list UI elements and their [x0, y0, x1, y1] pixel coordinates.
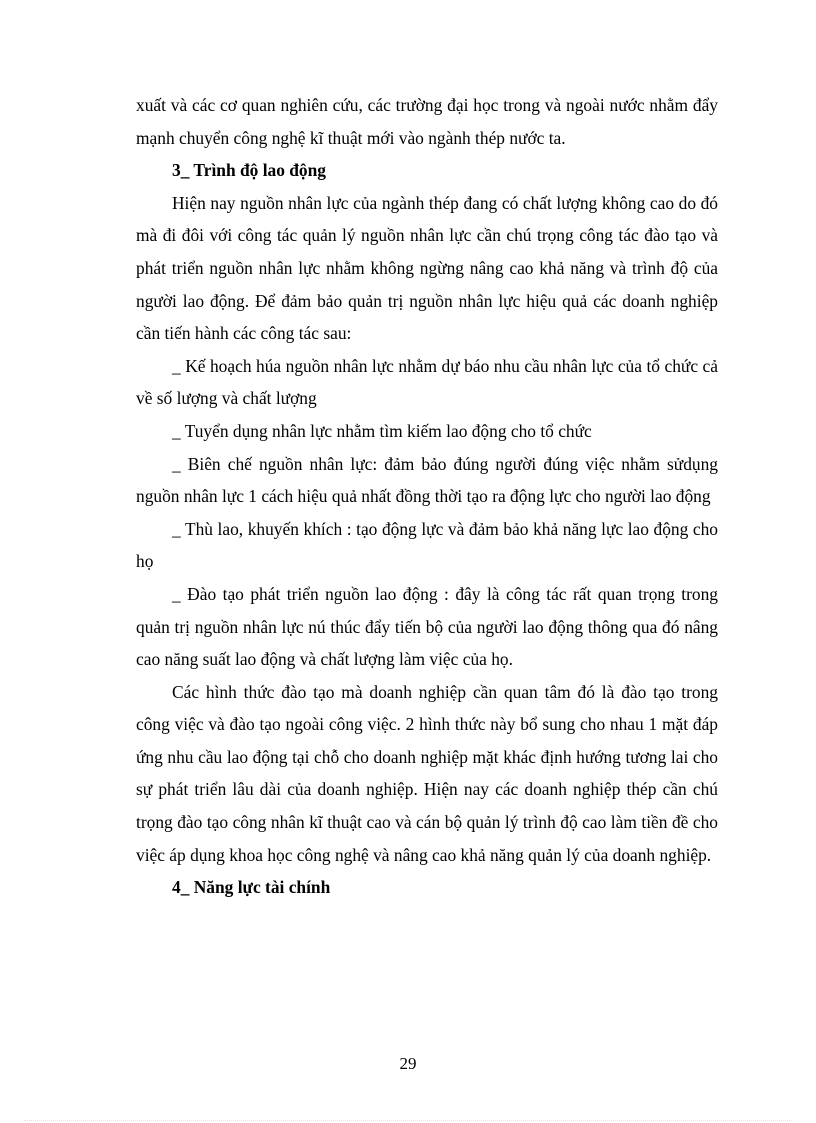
paragraph-labor-intro: Hiện nay nguồn nhân lực của ngành thép đang có chất lượng không cao do đó mà đi đôi với công tác quản lý nguồn nhân lực cần chú trọng công tác đào tạo và phát triển nguồn nhân lực nhằm không ngừng nâng cao khả năng và trình độ của người lao động. Để đảm bảo quản trị nguồn nhân lực hiệu quả các doanh nghiệp cần tiến hành các công tác sau: [136, 192, 718, 344]
page-number: 29 [399, 1054, 417, 1073]
list-item-recruitment: _ Tuyển dụng nhân lực nhằm tìm kiếm lao động cho tổ chức [172, 420, 592, 441]
page-body [136, 89, 718, 904]
paragraph-training-forms: Các hình thức đào tạo mà doanh nghiệp cần quan tâm đó là đào tạo trong công việc và đào tạo ngoài công việc. 2 hình thức này bổ sung cho nhau 1 mặt đáp ứng nhu cầu lao động tại chỗ cho doanh nghiệp mặt khác định hướng tương lai cho sự phát triển lâu dài của doanh nghiệp. Hiện nay các doanh nghiệp thép cần chú trọng đào tạo công nhân kĩ thuật cao và cán bộ quản lý trình độ cao làm tiền đề cho việc áp dụng khoa học công nghệ và nâng cao khả năng quản lý của doanh nghiệp. [136, 681, 718, 865]
page-bottom-divider [24, 1120, 792, 1121]
list-item-planning: _ Kế hoạch húa nguồn nhân lực nhằm dự báo nhu cầu nhân lực của tổ chức cả về số lượng và chất lượng [136, 355, 718, 409]
list-item-training: _ Đào tạo phát triển nguồn lao động : đây là công tác rất quan trọng trong quản trị nguồn nhân lực nú thúc đẩy tiến bộ của người lao động thông qua đó nâng cao năng suất lao động và chất lượng làm việc của họ. [136, 583, 718, 670]
section-heading-labor: 3_ Trình độ lao động [172, 160, 326, 181]
list-item-staffing: _ Biên chế nguồn nhân lực: đảm bảo đúng người đúng việc nhằm sửdụng nguồn nhân lực 1 cách hiệu quả nhất đồng thời tạo ra động lực cho người lao động [136, 453, 718, 507]
section-heading-finance: 4_ Năng lực tài chính [172, 877, 331, 898]
list-item-compensation: _ Thù lao, khuyến khích : tạo động lực và đảm bảo khả năng lực lao động cho họ [136, 518, 718, 572]
paragraph-continuation: xuất và các cơ quan nghiên cứu, các trường đại học trong và ngoài nước nhằm đẩy mạnh chuyển công nghệ kĩ thuật mới vào ngành thép nước ta. [136, 95, 718, 148]
